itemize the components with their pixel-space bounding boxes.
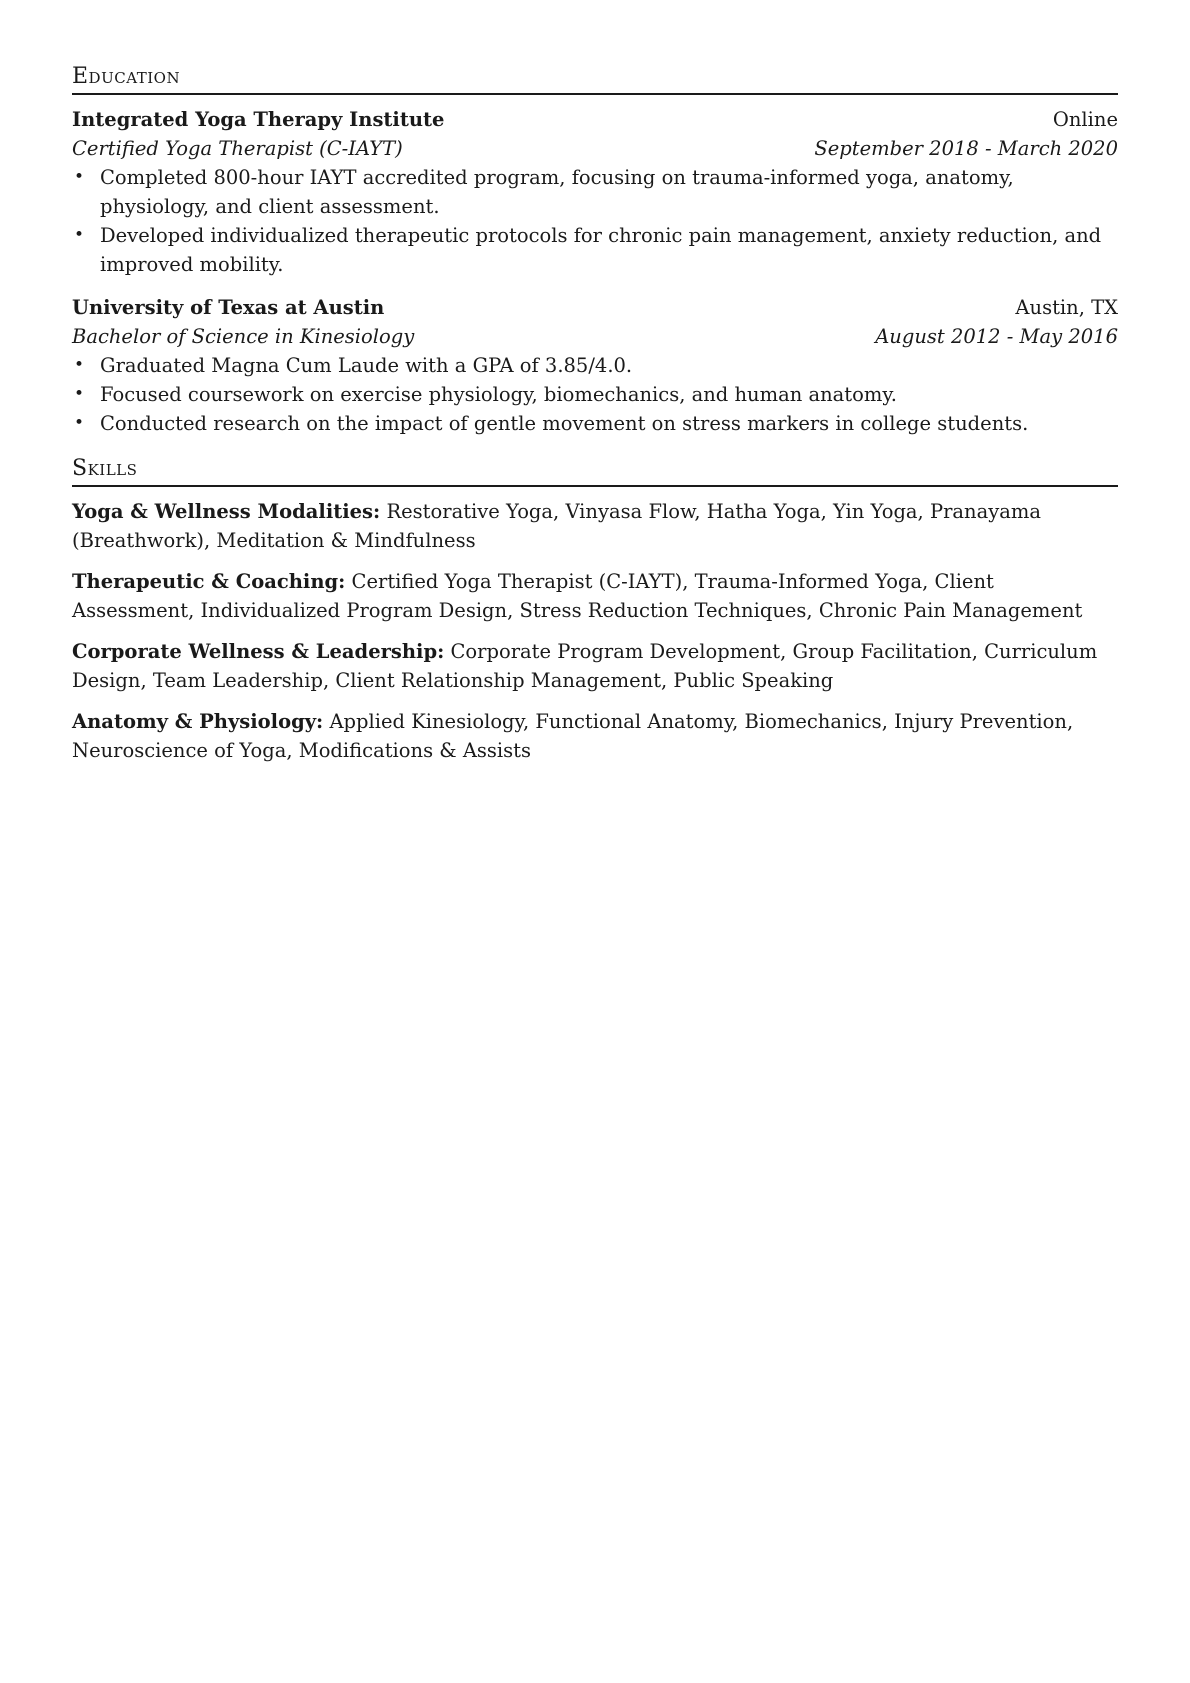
degree-dates: September 2018 - March 2020 [814,137,1118,160]
entry-subheader-row [72,322,1118,351]
bullet-item: • Conducted research on the impact of gentle movement on stress markers in college students. [100,409,1118,438]
bullet-item: • Developed individualized therapeutic protocols for chronic pain management, anxiety reduction, and improved mobility. [100,221,1118,279]
skill-label: Corporate Wellness & Leadership: [72,640,445,663]
skill-text: Restorative Yoga, Vinyasa Flow, Hatha Yoga, Yin Yoga, Pranayama (Breathwork), Meditation & Mindfulness [72,500,1041,552]
institution-name: Integrated Yoga Therapy Institute [72,108,445,131]
entry-bullets [72,351,1118,438]
institution-name: University of Texas at Austin [72,296,385,319]
skill-item [72,707,1118,765]
skills-section [72,456,1118,765]
bullet-item: • Focused coursework on exercise physiology, biomechanics, and human anatomy. [100,380,1118,409]
education-heading: Education [72,64,1118,95]
entry-header-row [72,293,1118,322]
degree-dates: August 2012 - May 2016 [875,325,1118,348]
skill-text: Certified Yoga Therapist (C-IAYT), Trauma-Informed Yoga, Client Assessment, Individualized Program Design, Stress Reduction Techniques, Chronic Pain Management [72,570,1083,622]
education-entry [72,293,1118,438]
skill-label: Yoga & Wellness Modalities: [72,500,381,523]
entry-subheader-row [72,134,1118,163]
skill-label: Anatomy & Physiology: [72,710,324,733]
skills-heading: Skills [72,456,1118,487]
education-entry [72,105,1118,279]
entry-header-row [72,105,1118,134]
education-section [72,64,1118,438]
skill-item [72,497,1118,555]
degree-name: Bachelor of Science in Kinesiology [72,325,415,348]
entry-bullets [72,163,1118,279]
skill-label: Therapeutic & Coaching: [72,570,346,593]
skill-text: Applied Kinesiology, Functional Anatomy, Biomechanics, Injury Prevention, Neuroscience of Yoga, Modifications & Assists [72,710,1074,762]
skill-item [72,637,1118,695]
resume-page [72,64,1118,783]
institution-location: Austin, TX [1015,296,1118,319]
institution-location: Online [1052,108,1118,131]
skill-text: Corporate Program Development, Group Facilitation, Curriculum Design, Team Leadership, Client Relationship Management, Public Speaking [72,640,1098,692]
bullet-item: • Graduated Magna Cum Laude with a GPA of 3.85/4.0. [100,351,1118,380]
degree-name: Certified Yoga Therapist (C-IAYT) [72,137,403,160]
skill-item [72,567,1118,625]
bullet-item: • Completed 800-hour IAYT accredited program, focusing on trauma-informed yoga, anatomy, physiology, and client assessment. [100,163,1118,221]
